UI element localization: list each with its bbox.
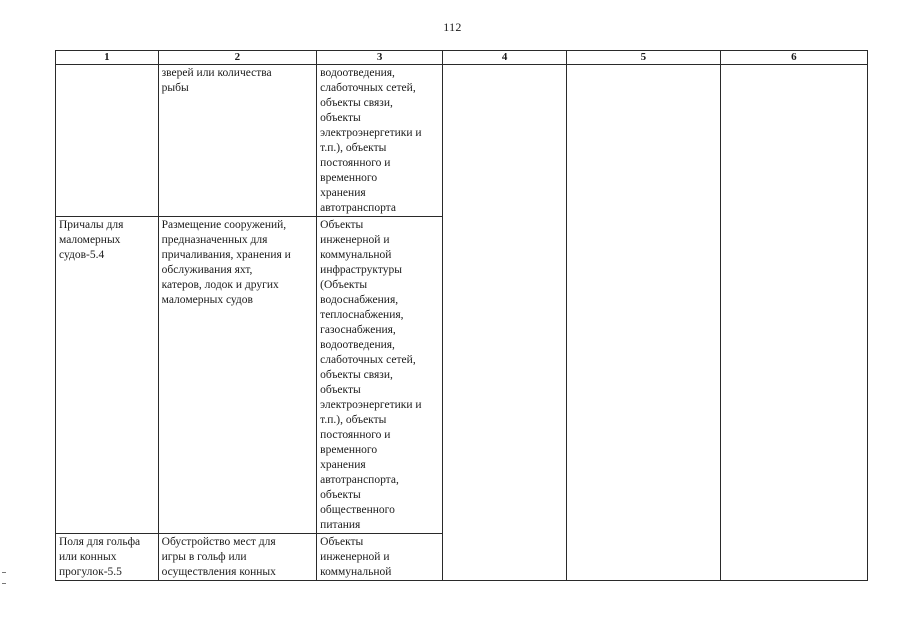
cell-auxiliary-objects: водоотведения, слаботочных сетей, объекты связи, объекты электроэнергетики и т.п.), объекты постоянного и временного хранения автотранспорта bbox=[317, 65, 443, 217]
regulation-table bbox=[55, 50, 868, 581]
cell-use-name: Поля для гольфа или конных прогулок-5.5 bbox=[56, 534, 159, 581]
header-col-1: 1 bbox=[56, 51, 159, 65]
cell-use-description: зверей или количества рыбы bbox=[158, 65, 317, 217]
cell-use-description: Обустройство мест для игры в гольф или осуществления конных bbox=[158, 534, 317, 581]
header-col-2: 2 bbox=[158, 51, 317, 65]
page-number: 112 bbox=[443, 20, 462, 34]
cell-col-4-empty bbox=[443, 65, 567, 581]
cell-col-5-empty bbox=[567, 65, 720, 581]
cell-auxiliary-objects: Объекты инженерной и коммунальной инфраструктуры (Объекты водоснабжения, теплоснабжения, газоснабжения, водоотведения, слаботочных сетей, объекты связи, объекты электроэнергетики и т.п.), объекты постоянного и временного хранения автотранспорта, объекты общественного питания bbox=[317, 217, 443, 534]
scan-edge-mark bbox=[2, 572, 6, 584]
cell-col-6-empty bbox=[720, 65, 867, 581]
header-col-6: 6 bbox=[720, 51, 867, 65]
header-col-3: 3 bbox=[317, 51, 443, 65]
header-row bbox=[56, 51, 868, 65]
cell-auxiliary-objects: Объекты инженерной и коммунальной bbox=[317, 534, 443, 581]
header-col-4: 4 bbox=[443, 51, 567, 65]
cell-use-description: Размещение сооружений, предназначенных для причаливания, хранения и обслуживания яхт, катеров, лодок и других маломерных судов bbox=[158, 217, 317, 534]
cell-use-name: Причалы для маломерных судов-5.4 bbox=[56, 217, 159, 534]
header-col-5: 5 bbox=[567, 51, 720, 65]
cell-use-name bbox=[56, 65, 159, 217]
table-row bbox=[56, 65, 868, 217]
